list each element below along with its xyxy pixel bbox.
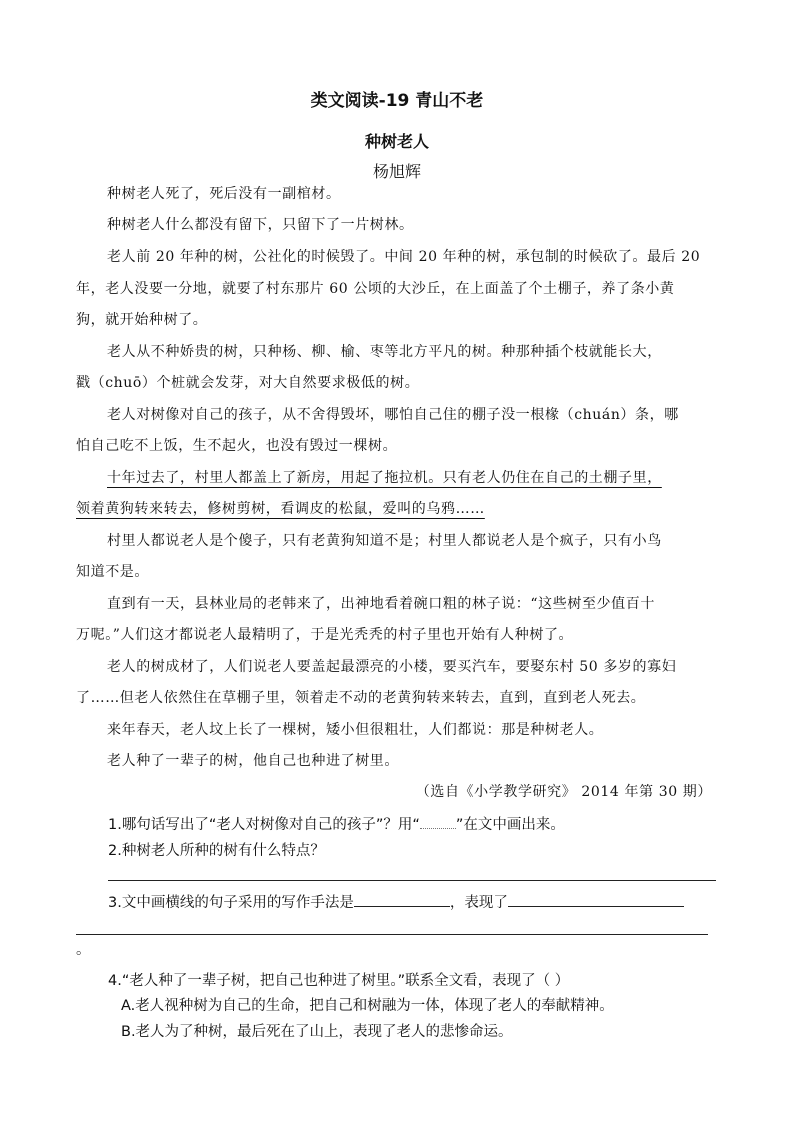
passage-line: 戳（chuō）个桩就会发芽，对大自然要求极低的树。 <box>76 375 420 391</box>
passage-line: 狗，就开始种树了。 <box>76 312 208 328</box>
option-a[interactable]: A.老人视种树为自己的生命，把自己和树融为一体，体现了老人的奉献精神。 <box>121 998 614 1014</box>
source-citation: （选自《小学教学研究》 2014 年第 30 期） <box>415 784 712 800</box>
question-4: 4.“老人种了一辈子树，把自己也种进了树里。”联系全文看，表现了（ ） <box>108 973 570 989</box>
passage-line: 老人对树像对自己的孩子，从不舍得毁坏，哪怕自己住的棚子没一根椽（chuán）条，哪 <box>107 407 679 423</box>
question-3-period: 。 <box>76 942 91 958</box>
underlined-passage-line: 领着黄狗转来转去，修树剪树，看调皮的松鼠，爱叫的乌鸦…… <box>76 501 485 517</box>
passage-line: 老人前 20 年种的树，公社化的时候毁了。中间 20 年种的树，承包制的时候砍了。最后 20 <box>107 249 701 265</box>
question-3-text-mid: ，表现了 <box>449 895 508 911</box>
question-2: 2.种树老人所种的树有什么特点？ <box>108 843 325 859</box>
answer-line-q2[interactable] <box>108 880 716 881</box>
passage-line: 种树老人什么都没有留下，只留下了一片树林。 <box>107 217 414 233</box>
passage-line: 知道不是。 <box>76 564 149 580</box>
passage-line: 种树老人死了，死后没有一副棺材。 <box>107 186 341 202</box>
passage-line: 怕自己吃不上饭，生不起火，也没有毁过一棵树。 <box>76 438 398 454</box>
answer-blank-technique[interactable] <box>354 892 450 907</box>
worksheet-title: 类文阅读-19 青山不老 <box>310 91 484 111</box>
wavy-line-mark <box>420 817 456 829</box>
passage-line: 老人种了一辈子的树，他自己也种进了树里。 <box>107 753 399 769</box>
answer-blank-meaning[interactable] <box>508 892 684 907</box>
question-3-text: 3.文中画横线的句子采用的写作手法是 <box>108 895 354 911</box>
question-3 <box>108 892 684 913</box>
passage-line: 年，老人没要一分地，就要了村东那片 60 公顷的大沙丘，在上面盖了个土棚子，养了条小黄 <box>76 281 675 297</box>
option-b[interactable]: B.老人为了种树，最后死在了山上，表现了老人的悲惨命运。 <box>121 1024 513 1040</box>
passage-line: 村里人都说老人是个傻子，只有老黄狗知道不是；村里人都说老人是个疯子，只有小鸟 <box>107 533 662 549</box>
underlined-passage-line: 十年过去了，村里人都盖上了新房，用起了拖拉机。只有老人仍住在自己的土棚子里， <box>107 470 662 486</box>
story-author: 杨旭辉 <box>372 162 421 181</box>
passage-line: 老人的树成材了，人们说老人要盖起最漂亮的小楼，要买汽车，要娶东村 50 多岁的寡妇 <box>107 659 677 675</box>
passage-line: 老人从不种娇贵的树，只种杨、柳、榆、枣等北方平凡的树。种那种插个枝就能长大， <box>107 344 662 360</box>
question-1 <box>108 815 565 835</box>
passage-line: 直到有一天，县林业局的老韩来了，出神地看着碗口粗的林子说：“这些树至少值百十 <box>107 596 655 612</box>
story-title: 种树老人 <box>364 132 429 151</box>
passage-line: 万呢。”人们这才都说老人最精明了，于是光秃秃的村子里也开始有人种树了。 <box>76 627 574 643</box>
answer-line-q3[interactable] <box>76 934 708 935</box>
passage-line: 了……但老人依然住在草棚子里，领着走不动的老黄狗转来转去，直到，直到老人死去。 <box>76 690 646 706</box>
question-1-text: 1.哪句话写出了“老人对树像对自己的孩子”？用“ <box>108 817 420 833</box>
question-1-text-end: ”在文中画出来。 <box>455 817 565 833</box>
passage-line: 来年春天，老人坟上长了一棵树，矮小但很粗壮，人们都说：那是种树老人。 <box>107 722 604 738</box>
